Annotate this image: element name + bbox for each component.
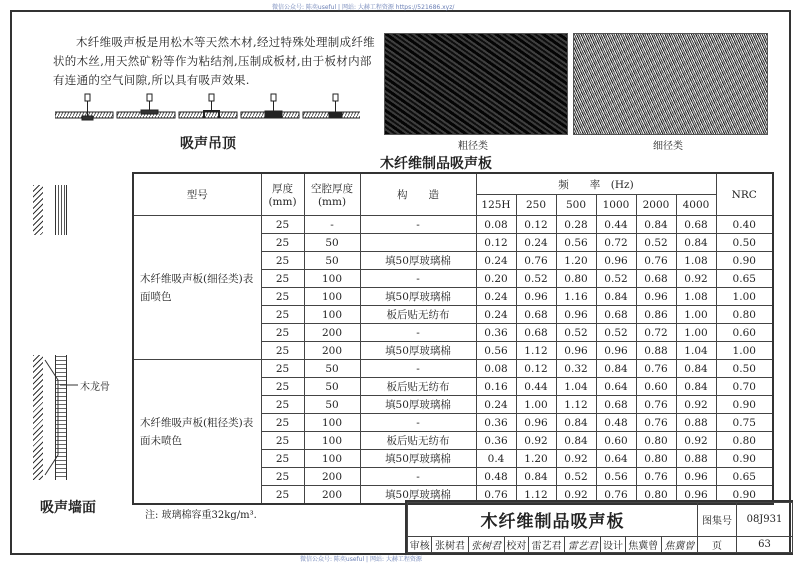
construction-cell: - [360,468,476,486]
design-label: 设计 [601,537,625,553]
model-cell: 木纤维吸声板(细径类)表面喷色 [133,216,261,360]
coef-4000-cell: 0.68 [676,216,716,234]
coef-1000-cell: 0.64 [596,378,636,396]
coef-125-cell: 0.56 [476,342,516,360]
header-freq: 2000 [636,195,676,216]
ceiling-detail-4 [241,94,299,118]
wall-hatch-top [33,185,43,235]
thickness-cell: 25 [261,396,304,414]
coef-4000-cell: 0.92 [676,396,716,414]
reviewer-signature: 张树君 [468,537,504,553]
nrc-cell: 0.80 [716,432,773,450]
nrc-cell: 0.75 [716,414,773,432]
thickness-cell: 25 [261,486,304,505]
table-row [133,216,773,234]
coef-125-cell: 0.16 [476,378,516,396]
coef-125-cell: 0.24 [476,396,516,414]
coef-4000-cell: 0.96 [676,486,716,505]
coef-1000-cell: 0.56 [596,468,636,486]
coef-1000-cell: 0.76 [596,486,636,505]
header-freq: 4000 [676,195,716,216]
coef-125-cell: 0.24 [476,288,516,306]
construction-cell: 板后贴无纺布 [360,378,476,396]
coef-4000-cell: 1.00 [676,324,716,342]
thickness-cell: 25 [261,414,304,432]
construction-cell: 填50厚玻璃棉 [360,252,476,270]
nrc-cell: 0.90 [716,252,773,270]
coef-2000-cell: 0.76 [636,414,676,432]
construction-cell: 板后贴无纺布 [360,306,476,324]
coef-2000-cell: 0.68 [636,270,676,288]
coef-1000-cell: 0.68 [596,396,636,414]
coef-4000-cell: 0.96 [676,468,716,486]
coef-500-cell: 0.80 [556,270,596,288]
coef-500-cell: 0.52 [556,468,596,486]
thickness-cell: 25 [261,342,304,360]
review-label: 审核 [408,537,432,553]
drawing-title: 木纤维制品吸声板 [408,503,698,537]
note: 注: 玻璃棉容重32kg/m³. [145,510,257,521]
cavity-cell: 100 [304,450,360,468]
coef-250-cell: 1.20 [516,450,556,468]
thickness-cell: 25 [261,252,304,270]
nrc-cell: 0.90 [716,486,773,505]
thickness-cell: 25 [261,288,304,306]
coef-1000-cell: 0.96 [596,252,636,270]
construction-cell: 填50厚玻璃棉 [360,396,476,414]
ceiling-label: 吸声吊顶 [180,136,236,152]
coef-1000-cell: 0.52 [596,324,636,342]
coef-500-cell: 0.92 [556,450,596,468]
thickness-cell: 25 [261,378,304,396]
thickness-cell: 25 [261,216,304,234]
coef-500-cell: 1.20 [556,252,596,270]
construction-cell: 填50厚玻璃棉 [360,486,476,505]
coef-500-cell: 0.28 [556,216,596,234]
header-model: 型号 [133,173,261,216]
cavity-cell: 100 [304,288,360,306]
coef-125-cell: 0.36 [476,414,516,432]
coef-1000-cell: 0.60 [596,432,636,450]
cavity-cell: 200 [304,324,360,342]
coef-250-cell: 0.68 [516,306,556,324]
coef-250-cell: 0.52 [516,270,556,288]
designer: 焦冀曾 [625,537,661,553]
coarse-fiber-photo [384,33,568,135]
nrc-cell: 1.00 [716,288,773,306]
page-number: 63 [737,537,793,553]
coef-250-cell: 1.12 [516,486,556,505]
construction-cell: - [360,414,476,432]
wall-keel-label: 木龙骨 [80,382,110,393]
coef-125-cell: 0.4 [476,450,516,468]
construction-cell: 板后贴无纺布 [360,432,476,450]
coef-250-cell: 0.84 [516,468,556,486]
coef-2000-cell: 0.76 [636,468,676,486]
coef-125-cell: 0.20 [476,270,516,288]
coef-250-cell: 0.24 [516,234,556,252]
thickness-cell: 25 [261,468,304,486]
thickness-cell: 25 [261,450,304,468]
coef-2000-cell: 0.76 [636,396,676,414]
table-body [133,216,773,505]
ceiling-detail-5 [303,94,360,118]
coef-2000-cell: 0.72 [636,324,676,342]
coef-250-cell: 0.96 [516,288,556,306]
header-freq: 250 [516,195,556,216]
nrc-cell: 0.65 [716,270,773,288]
coef-250-cell: 0.12 [516,360,556,378]
check-label: 校对 [504,537,528,553]
nrc-cell: 0.50 [716,234,773,252]
coef-4000-cell: 0.84 [676,360,716,378]
coef-500-cell: 0.52 [556,324,596,342]
table-title: 木纤维制品吸声板 [380,156,492,172]
thickness-cell: 25 [261,234,304,252]
coef-2000-cell: 0.80 [636,432,676,450]
coef-2000-cell: 0.86 [636,306,676,324]
cavity-cell: 50 [304,396,360,414]
atlas-number: 08J931 [737,503,793,537]
coef-125-cell: 0.08 [476,216,516,234]
coef-1000-cell: 0.96 [596,342,636,360]
thickness-cell: 25 [261,306,304,324]
coef-500-cell: 0.92 [556,486,596,505]
header-frequency: 频 率 (Hz) [476,173,716,195]
title-block [405,500,793,553]
construction-cell: - [360,324,476,342]
coef-1000-cell: 0.84 [596,360,636,378]
coarse-photo-caption: 粗径类 [458,141,488,152]
construction-cell [360,234,476,252]
coef-125-cell: 0.36 [476,432,516,450]
coef-1000-cell: 0.68 [596,306,636,324]
header-thickness: 厚度 (mm) [261,173,304,216]
cavity-cell: 100 [304,270,360,288]
construction-cell: 填50厚玻璃棉 [360,342,476,360]
coef-500-cell: 0.96 [556,342,596,360]
header-nrc: NRC [716,173,773,216]
coef-2000-cell: 0.52 [636,234,676,252]
coef-2000-cell: 0.88 [636,342,676,360]
coef-250-cell: 0.92 [516,432,556,450]
coef-125-cell: 0.76 [476,486,516,505]
coef-1000-cell: 0.72 [596,234,636,252]
fine-fiber-photo [573,33,768,135]
intro-paragraph: 木纤维吸声板是用松木等天然木材,经过特殊处理制成纤维状的木丝,用天然矿粉等作为粘结剂,压制成板材,由于板材内部有连通的空气间隙,所以具有吸声效果. [53,35,375,87]
header-freq: 125H [476,195,516,216]
coef-250-cell: 0.12 [516,216,556,234]
coef-2000-cell: 0.80 [636,486,676,505]
coef-500-cell: 1.04 [556,378,596,396]
coef-250-cell: 0.76 [516,252,556,270]
nrc-cell: 0.90 [716,396,773,414]
watermark-bottom: 微信公众号: 陈奕useful | 网站: 大赫工程资源 [300,556,422,563]
cavity-cell: - [304,216,360,234]
cavity-cell: 50 [304,252,360,270]
coef-250-cell: 0.96 [516,414,556,432]
coef-125-cell: 0.48 [476,468,516,486]
thickness-cell: 25 [261,432,304,450]
coef-1000-cell: 0.44 [596,216,636,234]
construction-cell: - [360,216,476,234]
absorption-table [132,172,774,505]
checker: 雷艺君 [529,537,565,553]
thickness-cell: 25 [261,270,304,288]
coef-125-cell: 0.12 [476,234,516,252]
header-cavity: 空腔厚度 (mm) [304,173,360,216]
nrc-cell: 0.65 [716,468,773,486]
cavity-cell: 200 [304,342,360,360]
coef-4000-cell: 1.00 [676,306,716,324]
header-freq: 500 [556,195,596,216]
construction-cell: - [360,360,476,378]
wall-label: 吸声墙面 [40,500,96,516]
ceiling-detail-1 [55,94,113,120]
nrc-cell: 0.90 [716,450,773,468]
nrc-cell: 0.70 [716,378,773,396]
coef-500-cell: 0.32 [556,360,596,378]
coef-2000-cell: 0.96 [636,288,676,306]
coef-1000-cell: 0.48 [596,414,636,432]
coef-2000-cell: 0.76 [636,252,676,270]
cavity-cell: 200 [304,468,360,486]
coef-2000-cell: 0.76 [636,360,676,378]
coef-500-cell: 0.84 [556,414,596,432]
cavity-cell: 50 [304,360,360,378]
thickness-cell: 25 [261,360,304,378]
nrc-cell: 0.80 [716,306,773,324]
header-freq: 1000 [596,195,636,216]
construction-cell: 填50厚玻璃棉 [360,288,476,306]
atlas-label: 图集号 [698,503,737,537]
coef-4000-cell: 1.08 [676,252,716,270]
designer-signature: 焦冀曾 [661,537,697,553]
nrc-cell: 1.00 [716,342,773,360]
coef-2000-cell: 0.60 [636,378,676,396]
table-row [133,360,773,378]
coef-125-cell: 0.08 [476,360,516,378]
coef-4000-cell: 0.84 [676,234,716,252]
coef-125-cell: 0.36 [476,324,516,342]
coef-1000-cell: 0.64 [596,450,636,468]
coef-250-cell: 0.44 [516,378,556,396]
nrc-cell: 0.50 [716,360,773,378]
ceiling-detail-2 [117,94,175,118]
coef-500-cell: 1.16 [556,288,596,306]
coef-4000-cell: 0.84 [676,378,716,396]
coef-4000-cell: 0.88 [676,414,716,432]
wall-panel-top [55,185,67,235]
ceiling-detail-3 [179,94,237,118]
construction-cell: 填50厚玻璃棉 [360,450,476,468]
checker-signature: 雷艺君 [565,537,601,553]
cavity-cell: 100 [304,432,360,450]
construction-cell: - [360,270,476,288]
cavity-cell: 200 [304,486,360,505]
coef-1000-cell: 0.84 [596,288,636,306]
page-label: 页 [698,537,737,553]
coef-2000-cell: 0.84 [636,216,676,234]
coef-500-cell: 0.84 [556,432,596,450]
cavity-cell: 50 [304,378,360,396]
coef-4000-cell: 0.92 [676,432,716,450]
model-cell: 木纤维吸声板(粗径类)表面未喷色 [133,360,261,505]
wall-keel-diagram [40,355,100,480]
coef-4000-cell: 0.88 [676,450,716,468]
coef-125-cell: 0.24 [476,306,516,324]
watermark-top: 微信公众号: 陈奕useful | 网站: 大赫工程资源 https://521686.xyz/ [272,4,455,11]
coef-4000-cell: 0.92 [676,270,716,288]
coef-4000-cell: 1.08 [676,288,716,306]
ceiling-details-diagram [55,92,360,126]
cavity-cell: 100 [304,306,360,324]
coef-500-cell: 1.12 [556,396,596,414]
thickness-cell: 25 [261,324,304,342]
reviewer: 张树君 [432,537,468,553]
coef-500-cell: 0.96 [556,306,596,324]
coef-125-cell: 0.24 [476,252,516,270]
coef-4000-cell: 1.04 [676,342,716,360]
nrc-cell: 0.60 [716,324,773,342]
header-construction: 构 造 [360,173,476,216]
coef-250-cell: 1.12 [516,342,556,360]
fine-photo-caption: 细径类 [653,141,683,152]
nrc-cell: 0.40 [716,216,773,234]
coef-250-cell: 1.00 [516,396,556,414]
coef-500-cell: 0.56 [556,234,596,252]
coef-2000-cell: 0.80 [636,450,676,468]
cavity-cell: 50 [304,234,360,252]
cavity-cell: 100 [304,414,360,432]
coef-250-cell: 0.68 [516,324,556,342]
coef-1000-cell: 0.52 [596,270,636,288]
